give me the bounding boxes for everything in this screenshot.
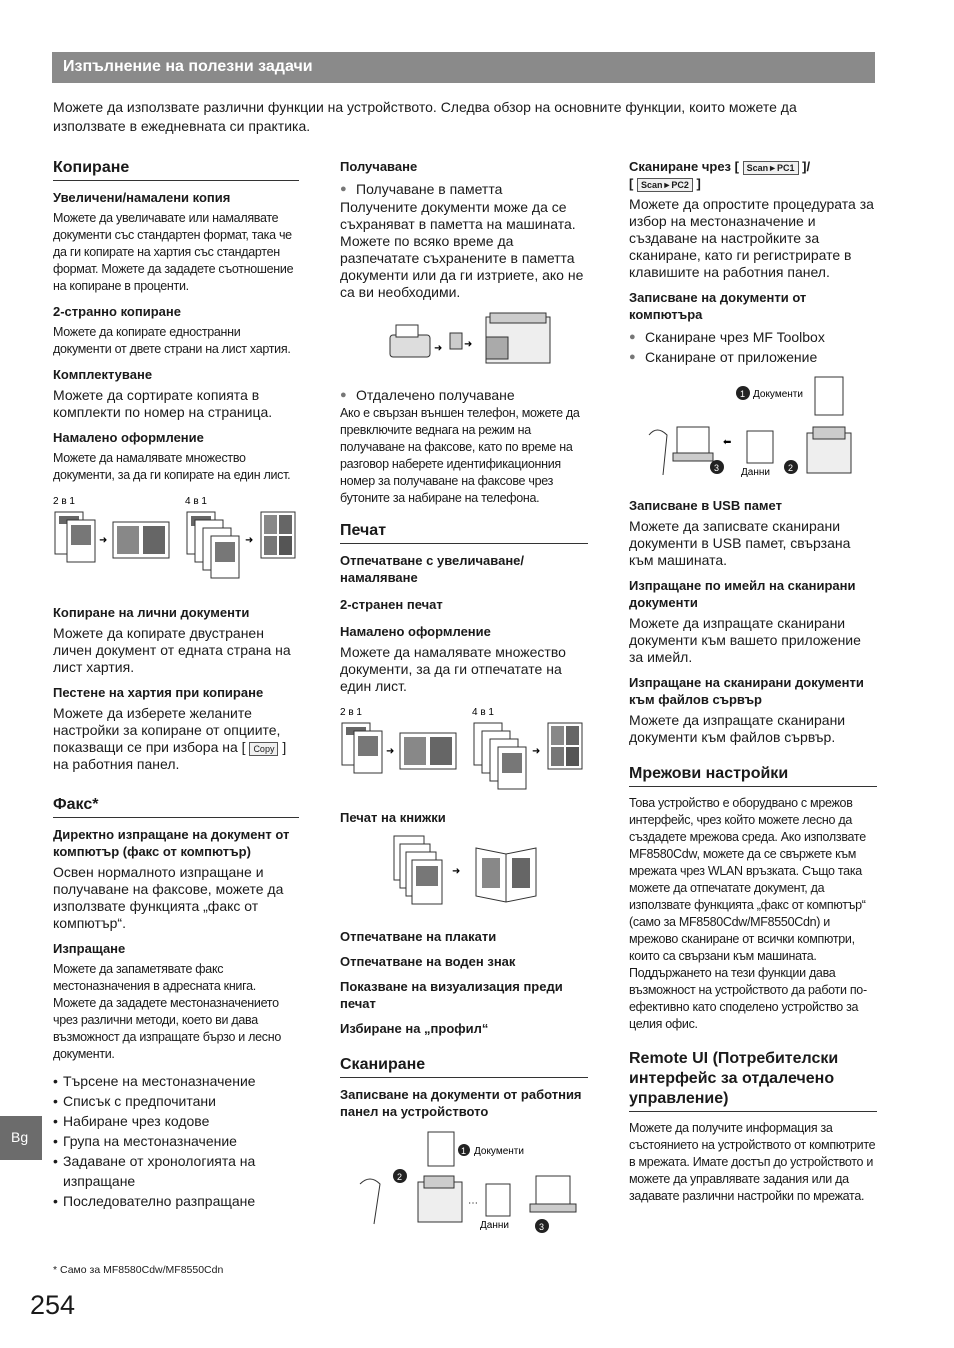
- print-label-2in1: 2 в 1: [340, 707, 362, 718]
- copy-h5: Копиране на лични документи: [53, 605, 250, 620]
- fax-list: [53, 1071, 299, 1211]
- footnote: * Само за MF8580Cdw/MF8550Cdn: [53, 1264, 224, 1276]
- print-h7: Показване на визуализация преди печат: [340, 979, 563, 1011]
- scan-label-data: Данни: [480, 1220, 509, 1231]
- copy-p5: Можете да копирате двустранен личен документ от едната страна на лист хартия.: [53, 625, 291, 675]
- receive-item1: ● Получаване в паметта: [340, 179, 588, 199]
- print-h2: 2-странен печат: [340, 597, 443, 612]
- remote-ui-p1: Можете да получите информация за състоянието на устройството от компютрите в мрежата. Имате достъп до устройството и можете да управлявате задания или да задавате различни настройки по мрежата.: [629, 1121, 876, 1203]
- svg-text:1: 1: [740, 389, 746, 399]
- print-p3: Можете да намалявате множество документи, за да ги отпечатате на един лист.: [340, 644, 566, 694]
- section-banner: [52, 52, 875, 83]
- booklet-illustration: [340, 830, 588, 916]
- svg-text:3: 3: [539, 1222, 545, 1232]
- fax-memory-illustration: [340, 309, 588, 373]
- scan-pc-illustration: [629, 375, 877, 485]
- copy-label-4in1: 4 в 1: [185, 496, 207, 507]
- copy-h6: Пестене на хартия при копиране: [53, 685, 264, 700]
- svg-text:3: 3: [714, 463, 720, 473]
- svg-text:2: 2: [397, 1172, 403, 1182]
- list-item: • Последователно разпращане: [53, 1191, 299, 1211]
- column-middle: [340, 158, 588, 1248]
- svg-text:➜: ➜: [452, 866, 461, 877]
- scan-p4: Можете да записвате сканирани документи в USB памет, свързана към машината.: [629, 518, 851, 568]
- copy-p1: Можете да увеличавате или намалявате документи със стандартен формат, така че да ги копирате на хартия със стандартен формат. Можете да зададете съотношение на копиране в проценти.: [53, 211, 294, 293]
- column-left: [53, 158, 299, 1219]
- print-h4: Печат на книжки: [340, 810, 446, 825]
- svg-text:➜: ➜: [532, 746, 541, 757]
- list-item: ● Сканиране от приложение: [629, 347, 877, 367]
- svg-text:➜: ➜: [245, 535, 254, 546]
- scan-panel-illustration: [340, 1124, 588, 1236]
- receive-heading: Получаване: [340, 159, 418, 174]
- banner-title: Изпълнение на полезни задачи: [63, 58, 313, 75]
- fax-h1: Директно изпращане на документ от компютър (факс от компютър): [53, 827, 290, 859]
- svg-text:⬅: ⬅: [723, 437, 732, 448]
- print-h6: Отпечатване на воден знак: [340, 954, 516, 969]
- scan-h1: Записване на документи от работния панел на устройството: [340, 1087, 582, 1119]
- fax-p2: Можете да запаметявате факс местоназначения в адресната книга. Можете да зададете местоназначението чрез различни методи, което ви дава възможност да изпращате бързо и лесно документи.: [53, 962, 282, 1061]
- list-item: • Набиране чрез кодове: [53, 1111, 299, 1131]
- fax-heading: Факс*: [53, 795, 299, 818]
- copy-p6: Можете да изберете желаните настройки за копиране от опциите, показващи се при избора на [ Copy ] на работния панел.: [53, 705, 287, 772]
- print-h5: Отпечатване на плакати: [340, 929, 497, 944]
- list-item: • Група на местоназначение: [53, 1131, 299, 1151]
- scan-h4: Записване в USB памет: [629, 498, 782, 513]
- network-heading: Мрежови настройки: [629, 764, 877, 787]
- svg-text:➜: ➜: [99, 535, 108, 546]
- list-item: ● Сканиране чрез MF Toolbox: [629, 327, 877, 347]
- scan-p6: Можете да изпращате сканирани документи към файлов сървър.: [629, 712, 846, 745]
- column-right: [629, 158, 877, 1213]
- intro-text: Можете да използвате различни функции на устройството. Следва обзор на основните функции, които можете да използвате в ежедневната си практика.: [53, 99, 797, 134]
- page-number: 254: [30, 1290, 76, 1320]
- svg-text:➜: ➜: [386, 746, 395, 757]
- list-item: • Търсене на местоназначение: [53, 1071, 299, 1091]
- scan-label-docs: Документи: [474, 1146, 524, 1157]
- copy-key: Copy: [249, 742, 278, 756]
- fax-h2: Изпращане: [53, 941, 126, 956]
- network-p1: Това устройство е оборудвано с мрежов интерфейс, чрез който можете лесно да създадете мрежова среда. Ако използвате MF8580Cdw, можете да се свържете към мрежата чрез WLAN връзката. Също така можете да отпечатате документ, да използвате функцията „факс от компютър“ (само за MF8580Cdw/MF8550Cdn) и мрежово сканиране от всички компютри, които са свързани към машината. Поддържането на тези функции дава възможност на устройството да работи по-ефективно като споделено устройство за целия офис.: [629, 796, 867, 1031]
- copy-p3: Можете да сортирате копията в комплекти по номер на страница.: [53, 387, 273, 420]
- copy-h4: Намалено оформление: [53, 430, 204, 445]
- scan-label-docs2: Документи: [753, 389, 803, 400]
- svg-text:➜: ➜: [464, 339, 473, 350]
- svg-text:➜: ➜: [434, 343, 443, 354]
- scan-pc1-key: Scan►PC1: [743, 161, 799, 175]
- print-label-4in1: 4 в 1: [472, 707, 494, 718]
- language-tab: Bg: [0, 1116, 42, 1160]
- print-h3: Намалено оформление: [340, 624, 491, 639]
- svg-text:2: 2: [788, 463, 794, 473]
- scan-h5: Изпращане по имейл на сканирани документи: [629, 578, 856, 610]
- print-h1: Отпечатване с увеличаване/намаляване: [340, 553, 525, 585]
- scan-h2: Сканиране чрез [ Scan►PC1 ]/ [ Scan►PC2 ]: [629, 159, 811, 191]
- scan-p5: Можете да изпращате сканирани документи към вашето приложение за имейл.: [629, 615, 861, 665]
- copy-p2: Можете да копирате едностранни документи от двете страни на лист хартия.: [53, 325, 291, 356]
- svg-text:1: 1: [461, 1146, 467, 1156]
- copy-h2: 2-странно копиране: [53, 304, 181, 319]
- remote-ui-heading: Remote UI (Потребителски интерфейс за отдалечено управление): [629, 1049, 877, 1112]
- copy-h3: Комплектуване: [53, 367, 153, 382]
- copy-h1: Увеличени/намалени копия: [53, 190, 231, 205]
- fax-p1: Освен нормалното изпращане и получаване на факсове, можете да използвате функцията „факс от компютър“.: [53, 864, 284, 931]
- scan-label-data2: Данни: [741, 467, 770, 478]
- list-item: • Задаване от хронологията на изпращане: [53, 1151, 299, 1191]
- svg-text:⋯: ⋯: [468, 1198, 478, 1209]
- copy-p4: Можете да намалявате множество документи, за да ги копирате на един лист.: [53, 451, 291, 482]
- scan-h3: Записване на документи от компютъра: [629, 290, 807, 322]
- receive-p2: Ако е свързан външен телефон, можете да превключите веднага на режим на получаване на факсове, като по време на разговор наберете идентификационния номер за получаване на факсове чрез бутоните за набиране на телефона.: [340, 406, 580, 505]
- copy-layout-illustration: [53, 492, 299, 592]
- scan-pc2-key: Scan►PC2: [637, 178, 693, 192]
- print-layout-illustration: [340, 703, 588, 797]
- scan-p2: Можете да опростите процедурата за избор на местоназначение и създаване на настройките за сканиране, като ги регистрирате в клавишите на работния панел.: [629, 196, 874, 280]
- scan-heading: Сканиране: [340, 1055, 588, 1078]
- receive-p1: Получените документи може да се съхраняват в паметта на машината. Можете по всяко време да разпечатате съхранените в паметта документи или да ги изтриете, ако не са ви необходими.: [340, 199, 584, 300]
- print-h8: Избиране на „профил“: [340, 1021, 489, 1036]
- copy-heading: Копиране: [53, 158, 299, 181]
- print-heading: Печат: [340, 521, 588, 544]
- receive-item2: ● Отдалечено получаване: [340, 385, 588, 405]
- list-item: • Списък с предпочитани: [53, 1091, 299, 1111]
- scan-h6: Изпращане на сканирани документи към файлов сървър: [629, 675, 864, 707]
- copy-label-2in1: 2 в 1: [53, 496, 75, 507]
